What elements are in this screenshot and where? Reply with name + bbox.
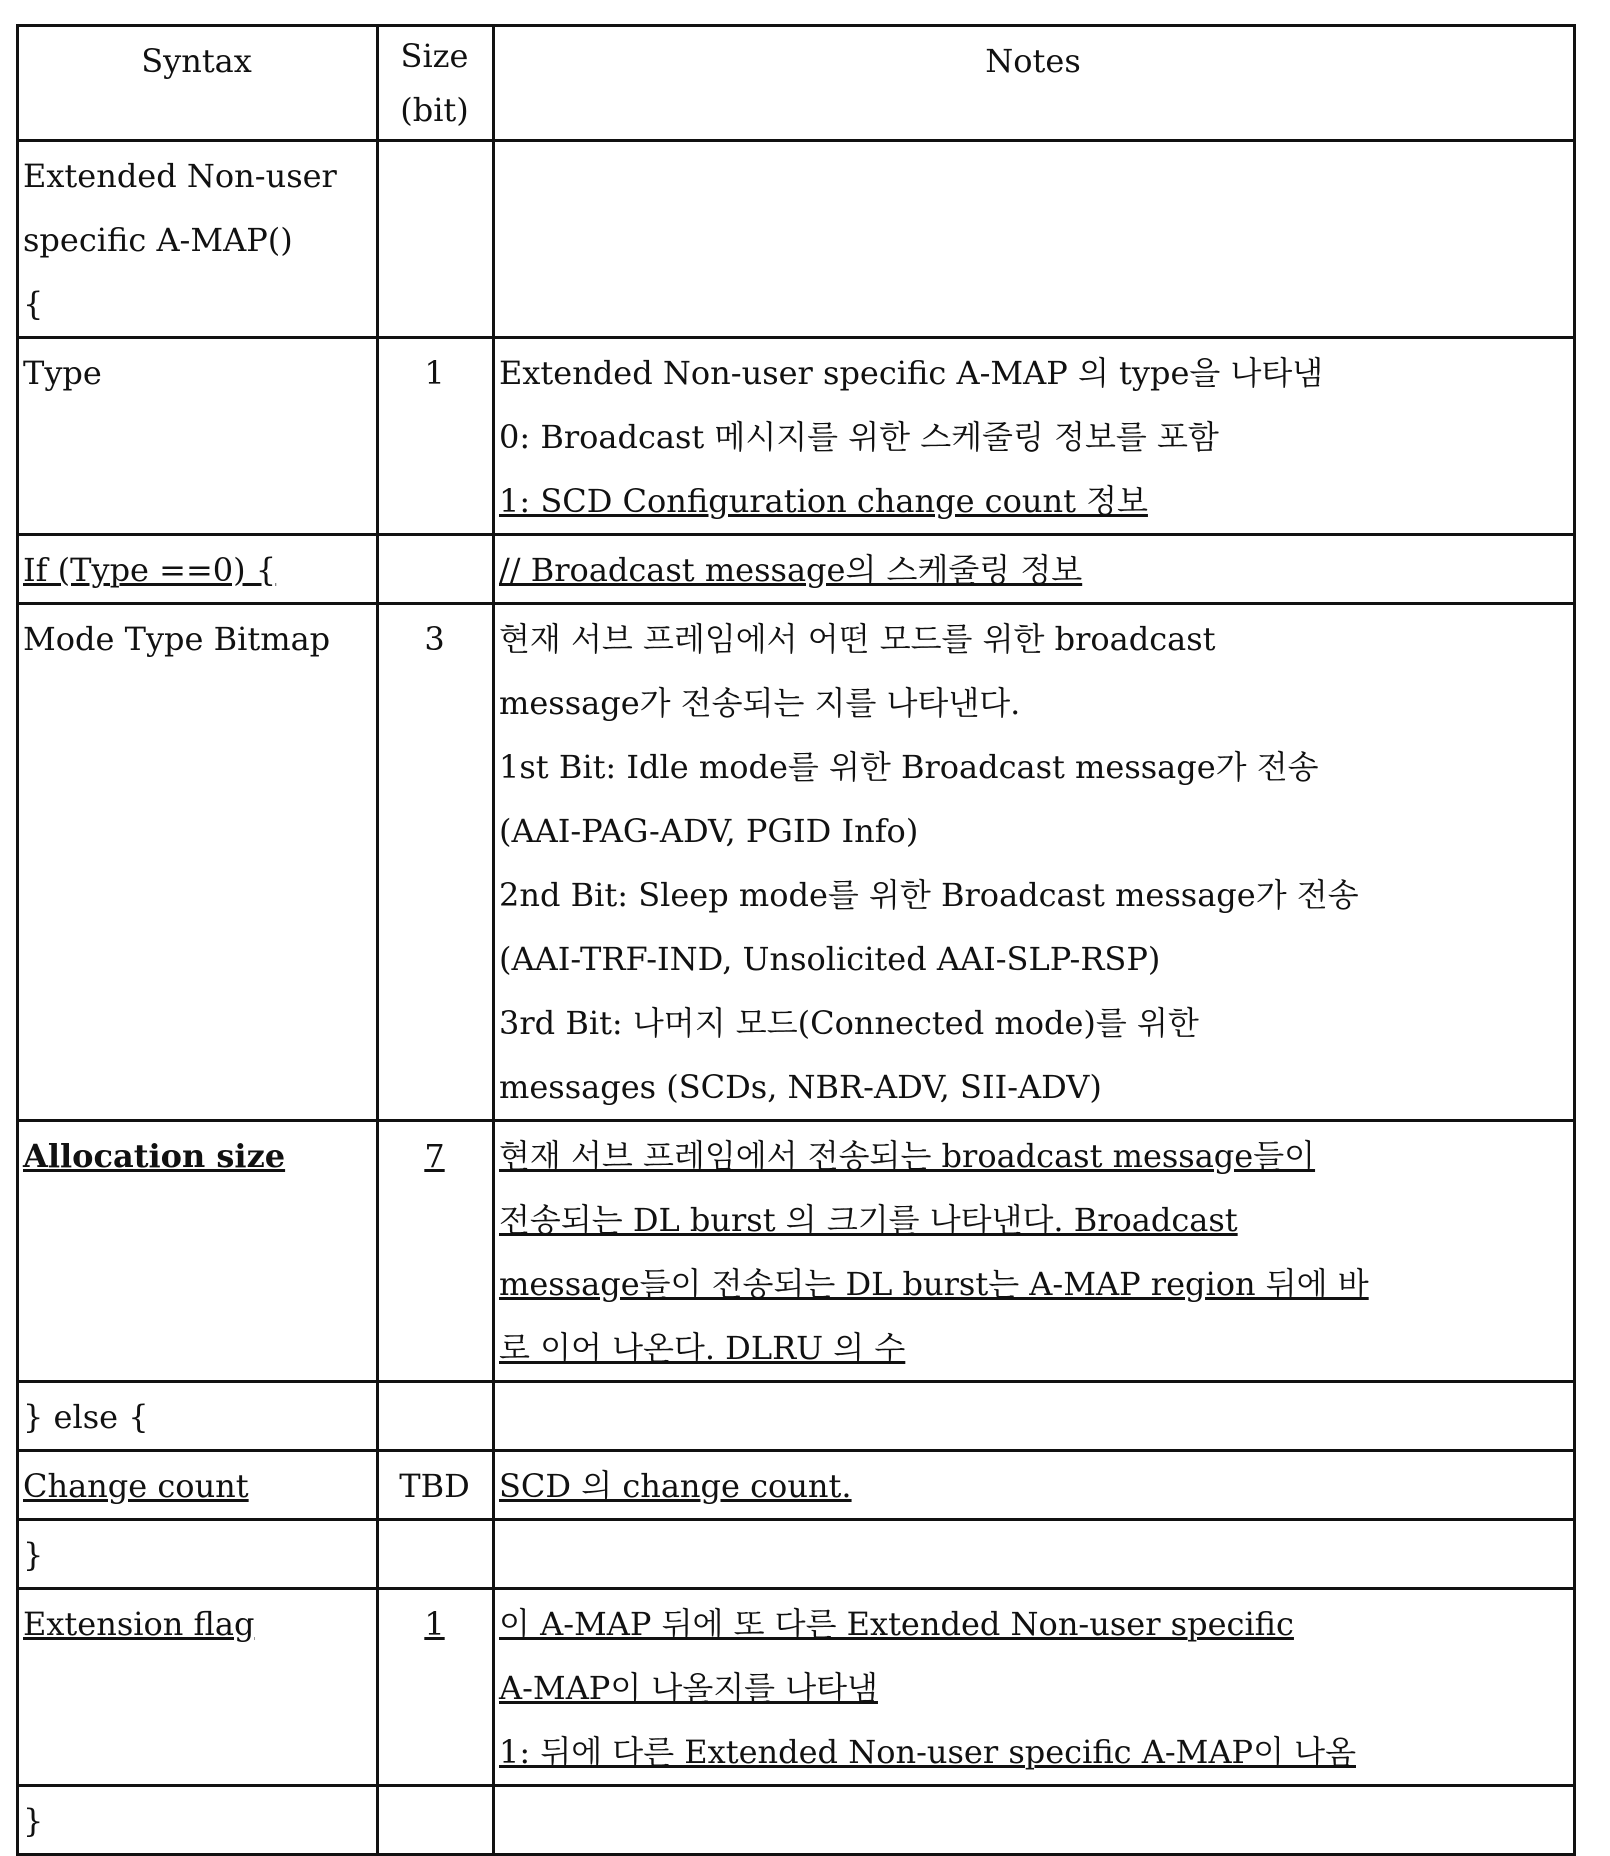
syntax-cell bbox=[18, 1121, 378, 1382]
notes-line: 3rd Bit: 나머지 모드(Connected mode)를 위한 bbox=[499, 991, 1567, 1055]
size-cell bbox=[378, 1589, 494, 1786]
notes-cell bbox=[494, 1589, 1575, 1786]
table-row bbox=[18, 535, 1575, 604]
size-cell bbox=[378, 535, 494, 604]
notes-line: 1: 뒤에 다른 Extended Non-user specific A-MAP이 나옴 bbox=[499, 1720, 1567, 1784]
size-value: TBD bbox=[399, 1467, 470, 1505]
syntax-cell bbox=[18, 1451, 378, 1520]
notes-cell bbox=[494, 1451, 1575, 1520]
syntax-text: Type bbox=[23, 341, 370, 405]
notes-line: messages (SCDs, NBR-ADV, SII-ADV) bbox=[499, 1055, 1567, 1119]
syntax-cell bbox=[18, 1589, 378, 1786]
syntax-cell bbox=[18, 535, 378, 604]
notes-cell bbox=[494, 338, 1575, 535]
notes-line: // Broadcast message의 스케줄링 정보 bbox=[499, 538, 1567, 602]
notes-line: A-MAP이 나올지를 나타냄 bbox=[499, 1656, 1567, 1720]
syntax-cell bbox=[18, 604, 378, 1121]
header-notes: Notes bbox=[494, 26, 1575, 141]
notes-cell bbox=[494, 141, 1575, 338]
header-row bbox=[18, 26, 1575, 141]
notes-line: message들이 전송되는 DL burst는 A-MAP region 뒤에 바 bbox=[499, 1252, 1567, 1316]
syntax-table bbox=[16, 24, 1576, 1856]
size-cell bbox=[378, 1451, 494, 1520]
size-cell bbox=[378, 1382, 494, 1451]
header-syntax: Syntax bbox=[18, 26, 378, 141]
size-cell bbox=[378, 1121, 494, 1382]
size-cell bbox=[378, 141, 494, 338]
notes-line: 1st Bit: Idle mode를 위한 Broadcast message가 전송 bbox=[499, 735, 1567, 799]
notes-cell bbox=[494, 1121, 1575, 1382]
syntax-cell bbox=[18, 141, 378, 338]
size-value: 1 bbox=[424, 354, 444, 392]
table-row bbox=[18, 1121, 1575, 1382]
notes-line: 로 이어 나온다. DLRU 의 수 bbox=[499, 1316, 1567, 1380]
syntax-text: } bbox=[23, 1523, 370, 1587]
syntax-cell bbox=[18, 338, 378, 535]
size-cell bbox=[378, 604, 494, 1121]
notes-line: SCD 의 change count. bbox=[499, 1454, 1567, 1518]
syntax-text: } else { bbox=[23, 1385, 370, 1449]
syntax-text: Change count bbox=[23, 1454, 370, 1518]
header-size: Size (bit) bbox=[378, 26, 494, 141]
size-cell bbox=[378, 1786, 494, 1855]
table-row bbox=[18, 1589, 1575, 1786]
syntax-cell bbox=[18, 1520, 378, 1589]
notes-line: Extended Non-user specific A-MAP 의 type을 나타냄 bbox=[499, 341, 1567, 405]
syntax-text: Extension flag bbox=[23, 1592, 370, 1656]
table-row bbox=[18, 338, 1575, 535]
syntax-text: Mode Type Bitmap bbox=[23, 607, 370, 671]
notes-line: message가 전송되는 지를 나타낸다. bbox=[499, 671, 1567, 735]
size-value: 1 bbox=[424, 1605, 444, 1643]
syntax-text: specific A-MAP() bbox=[23, 208, 370, 272]
table-row bbox=[18, 604, 1575, 1121]
syntax-text: } bbox=[23, 1789, 370, 1853]
size-value: 3 bbox=[424, 620, 444, 658]
syntax-text: If (Type ==0) { bbox=[23, 538, 370, 602]
size-value: 7 bbox=[424, 1137, 444, 1175]
size-cell bbox=[378, 1520, 494, 1589]
table-row bbox=[18, 1382, 1575, 1451]
size-cell bbox=[378, 338, 494, 535]
table-row bbox=[18, 1786, 1575, 1855]
syntax-text: Extended Non-user bbox=[23, 144, 370, 208]
notes-line: 전송되는 DL burst 의 크기를 나타낸다. Broadcast bbox=[499, 1188, 1567, 1252]
notes-cell bbox=[494, 1520, 1575, 1589]
syntax-text: Allocation size bbox=[23, 1124, 370, 1188]
notes-line: 0: Broadcast 메시지를 위한 스케줄링 정보를 포함 bbox=[499, 405, 1567, 469]
notes-line: 현재 서브 프레임에서 어떤 모드를 위한 broadcast bbox=[499, 607, 1567, 671]
table-row bbox=[18, 141, 1575, 338]
notes-cell bbox=[494, 535, 1575, 604]
notes-cell bbox=[494, 1786, 1575, 1855]
table-row bbox=[18, 1451, 1575, 1520]
notes-line: (AAI-PAG-ADV, PGID Info) bbox=[499, 799, 1567, 863]
notes-cell bbox=[494, 604, 1575, 1121]
notes-line: 현재 서브 프레임에서 전송되는 broadcast message들이 bbox=[499, 1124, 1567, 1188]
syntax-text: { bbox=[23, 272, 370, 336]
table-row bbox=[18, 1520, 1575, 1589]
notes-line: 이 A-MAP 뒤에 또 다른 Extended Non-user specific bbox=[499, 1592, 1567, 1656]
notes-line: (AAI-TRF-IND, Unsolicited AAI-SLP-RSP) bbox=[499, 927, 1567, 991]
notes-line: 1: SCD Configuration change count 정보 bbox=[499, 469, 1567, 533]
notes-line: 2nd Bit: Sleep mode를 위한 Broadcast message가 전송 bbox=[499, 863, 1567, 927]
syntax-cell bbox=[18, 1786, 378, 1855]
notes-cell bbox=[494, 1382, 1575, 1451]
syntax-cell bbox=[18, 1382, 378, 1451]
